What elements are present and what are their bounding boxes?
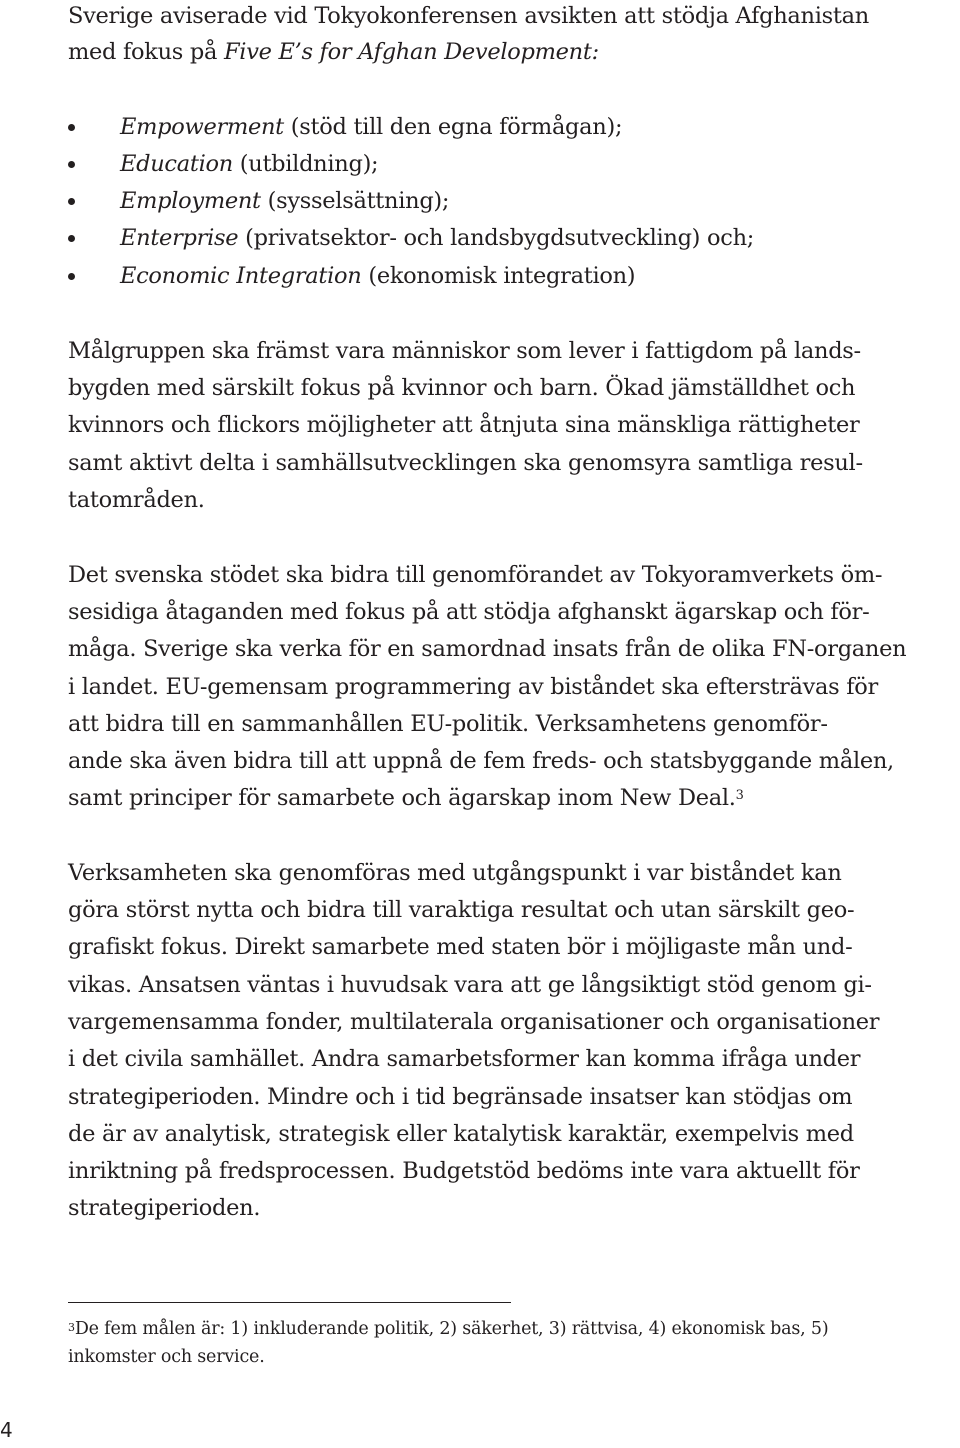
paragraph-line: vargemensamma fonder, multilaterala organisationer och organisationer (68, 1009, 880, 1035)
paragraph-line-text: samt principer för samarbete och ägarskap inom New Deal. (68, 785, 736, 811)
bullet-term: Education (120, 151, 233, 177)
paragraph-line: sesidiga åtaganden med fokus på att stödja afghanskt ägarskap och för- (68, 599, 870, 625)
bullet-description: (ekonomisk integration) (361, 263, 636, 289)
bullet-dot-icon (68, 161, 75, 168)
bullet-description: (sysselsättning); (260, 188, 450, 214)
footnote-reference[interactable]: 3 (735, 788, 744, 803)
intro-line-1: Sverige aviserade vid Tokyokonferensen avsikten att stödja Afghanistan (68, 3, 869, 29)
bullet-description: (privatsektor- och landsbygdsutveckling) och; (238, 225, 755, 251)
paragraph-line: i landet. EU-gemensam programmering av biståndet ska eftersträvas för (68, 674, 878, 700)
paragraph-line (68, 783, 744, 813)
paragraph-line: vikas. Ansatsen väntas i huvudsak vara att ge långsiktigt stöd genom gi- (68, 972, 872, 998)
paragraph-line: strategiperioden. Mindre och i tid begränsade insatser kan stödjas om (68, 1084, 853, 1110)
bullet-term: Economic Integration (120, 263, 362, 289)
bullet-description: (utbildning); (232, 151, 379, 177)
paragraph-line: kvinnors och flickors möjligheter att åtnjuta sina mänskliga rättigheter (68, 412, 860, 438)
paragraph-line: i det civila samhället. Andra samarbetsformer kan komma ifråga under (68, 1046, 861, 1072)
paragraph-line: strategiperioden. (68, 1195, 261, 1221)
page-number: 4 (0, 1418, 13, 1442)
paragraph-line: inriktning på fredsprocessen. Budgetstöd bedöms inte vara aktuellt för (68, 1158, 860, 1184)
paragraph-line: att bidra till en sammanhållen EU-politik. Verksamhetens genomför- (68, 711, 828, 737)
bullet-dot-icon (68, 124, 75, 131)
footnote-line-1 (68, 1317, 828, 1341)
bullet-term: Employment (120, 188, 261, 214)
footnote-divider (68, 1302, 511, 1303)
bullet-term: Empowerment (120, 114, 284, 140)
bullet-description: (stöd till den egna förmågan); (283, 114, 623, 140)
paragraph-line: måga. Sverige ska verka för en samordnad insats från de olika FN-organen (68, 636, 907, 662)
bullet-dot-icon (68, 198, 75, 205)
footnote-line-2: inkomster och service. (68, 1347, 265, 1367)
footnote-text: De fem målen är: 1) inkluderande politik, 2) säkerhet, 3) rättvisa, 4) ekonomisk bas, 5) (74, 1319, 829, 1339)
paragraph-line: Målgruppen ska främst vara människor som lever i fattigdom på lands- (68, 338, 861, 364)
intro-line-2-emphasis: Five E’s for Afghan Development: (223, 39, 599, 65)
bullet-dot-icon (68, 235, 75, 242)
bullet-term: Enterprise (120, 225, 239, 251)
intro-line-2-prefix: med fokus på (68, 39, 224, 65)
paragraph-line: göra störst nytta och bidra till varaktiga resultat och utan särskilt geo- (68, 897, 855, 923)
paragraph-line: Verksamheten ska genomföras med utgångspunkt i var biståndet kan (68, 860, 842, 886)
footnote-marker: 3 (68, 1321, 75, 1334)
paragraph-line: tatområden. (68, 487, 205, 513)
paragraph-line: de är av analytisk, strategisk eller katalytisk karaktär, exempelvis med (68, 1121, 854, 1147)
paragraph-line: samt aktivt delta i samhällsutvecklingen ska genomsyra samtliga resul- (68, 450, 863, 476)
paragraph-line: grafiskt fokus. Direkt samarbete med staten bör i möjligaste mån und- (68, 934, 853, 960)
bullet-dot-icon (68, 273, 75, 280)
paragraph-line: Det svenska stödet ska bidra till genomförandet av Tokyoramverkets öm- (68, 562, 883, 588)
paragraph-line: bygden med särskilt fokus på kvinnor och barn. Ökad jämställdhet och (68, 375, 856, 401)
paragraph-line: ande ska även bidra till att uppnå de fem freds- och statsbyggande målen, (68, 748, 894, 774)
intro-line-2 (68, 37, 599, 67)
